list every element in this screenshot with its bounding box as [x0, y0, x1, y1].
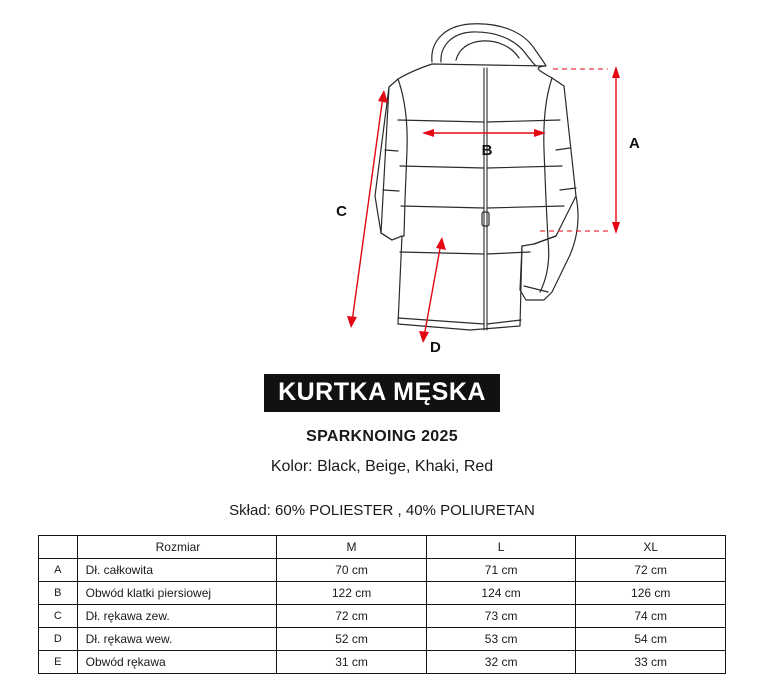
row-value-xl: 54 cm [576, 628, 726, 651]
hem-left [398, 318, 484, 324]
row-measure-name: Dł. całkowita [77, 559, 277, 582]
panel-seam-right-2 [487, 166, 562, 168]
measure-d-arrow-bottom [419, 331, 429, 343]
row-value-l: 73 cm [426, 605, 576, 628]
label-b: B [481, 142, 493, 159]
product-model: SPARKNOING 2025 [306, 428, 458, 446]
row-letter: D [39, 628, 78, 651]
table-row [39, 651, 726, 674]
measure-b-arrow-left [422, 129, 434, 137]
right-armhole-seam [544, 78, 552, 240]
header-measure-name: Rozmiar [77, 536, 277, 559]
size-table-body [39, 559, 726, 674]
table-row [39, 605, 726, 628]
row-measure-name: Obwód klatki piersiowej [77, 582, 277, 605]
hood-outline [432, 24, 546, 66]
hem-right [487, 320, 521, 324]
row-value-l: 32 cm [426, 651, 576, 674]
row-value-xl: 72 cm [576, 559, 726, 582]
left-sleeve-seam-1 [385, 150, 398, 151]
panel-seam-right-1 [487, 120, 560, 122]
row-value-m: 70 cm [277, 559, 427, 582]
product-composition: Skład: 60% POLIESTER , 40% POLIURETAN [229, 502, 535, 520]
row-measure-name: Dł. rękawa zew. [77, 605, 277, 628]
table-row [39, 582, 726, 605]
table-row [39, 628, 726, 651]
row-value-l: 71 cm [426, 559, 576, 582]
row-value-m: 72 cm [277, 605, 427, 628]
panel-seam-left-2 [400, 166, 484, 168]
panel-seam-left-3 [401, 206, 484, 208]
left-cuff [381, 233, 404, 240]
row-value-m: 52 cm [277, 628, 427, 651]
header-size-m: M [277, 536, 427, 559]
row-letter: B [39, 582, 78, 605]
header-size-l: L [426, 536, 576, 559]
row-letter: E [39, 651, 78, 674]
right-sleeve-seam-1 [556, 148, 570, 150]
label-a: A [629, 135, 640, 152]
right-sleeve-inner-seam [540, 240, 549, 292]
row-measure-name: Dł. rękawa wew. [77, 628, 277, 651]
hood-inner-line [441, 32, 536, 66]
measure-a-arrow-bottom [612, 222, 620, 234]
right-sleeve-seam-2 [560, 188, 576, 190]
row-value-l: 53 cm [426, 628, 576, 651]
row-measure-name: Obwód rękawa [77, 651, 277, 674]
measure-c-arrow-top [378, 90, 388, 103]
header-size-xl: XL [576, 536, 726, 559]
row-value-xl: 126 cm [576, 582, 726, 605]
row-letter: A [39, 559, 78, 582]
left-armhole-seam [398, 79, 407, 236]
table-row [39, 559, 726, 582]
size-table-head [39, 536, 726, 559]
right-underarm-seam [534, 236, 556, 244]
table-header-row [39, 536, 726, 559]
page-title: KURTKA MĘSKA [264, 374, 500, 412]
hood-opening [456, 41, 519, 60]
measure-a-arrow-top [612, 66, 620, 78]
label-c: C [336, 203, 347, 220]
header-letter [39, 536, 78, 559]
product-colors: Kolor: Black, Beige, Khaki, Red [270, 458, 494, 476]
product-info [0, 374, 764, 519]
panel-seam-left-1 [398, 120, 484, 122]
left-sleeve-outer-edge [381, 87, 389, 233]
row-value-m: 122 cm [277, 582, 427, 605]
right-cuff-line [524, 286, 548, 292]
row-value-xl: 74 cm [576, 605, 726, 628]
panel-seam-right-3 [487, 206, 564, 208]
measure-c-arrow-bottom [347, 316, 357, 328]
measure-c-line [352, 96, 383, 322]
size-table [38, 535, 726, 674]
row-value-m: 31 cm [277, 651, 427, 674]
size-table-wrapper [38, 535, 726, 674]
row-value-l: 124 cm [426, 582, 576, 605]
row-value-xl: 33 cm [576, 651, 726, 674]
zipper-pull [482, 212, 489, 226]
panel-seam-right-4 [487, 252, 530, 254]
row-letter: C [39, 605, 78, 628]
panel-seam-left-4 [400, 252, 484, 254]
left-sleeve-seam-2 [383, 190, 399, 191]
measure-d-arrow-top [436, 237, 446, 250]
measure-d-line [424, 243, 441, 337]
label-d: D [430, 339, 441, 356]
